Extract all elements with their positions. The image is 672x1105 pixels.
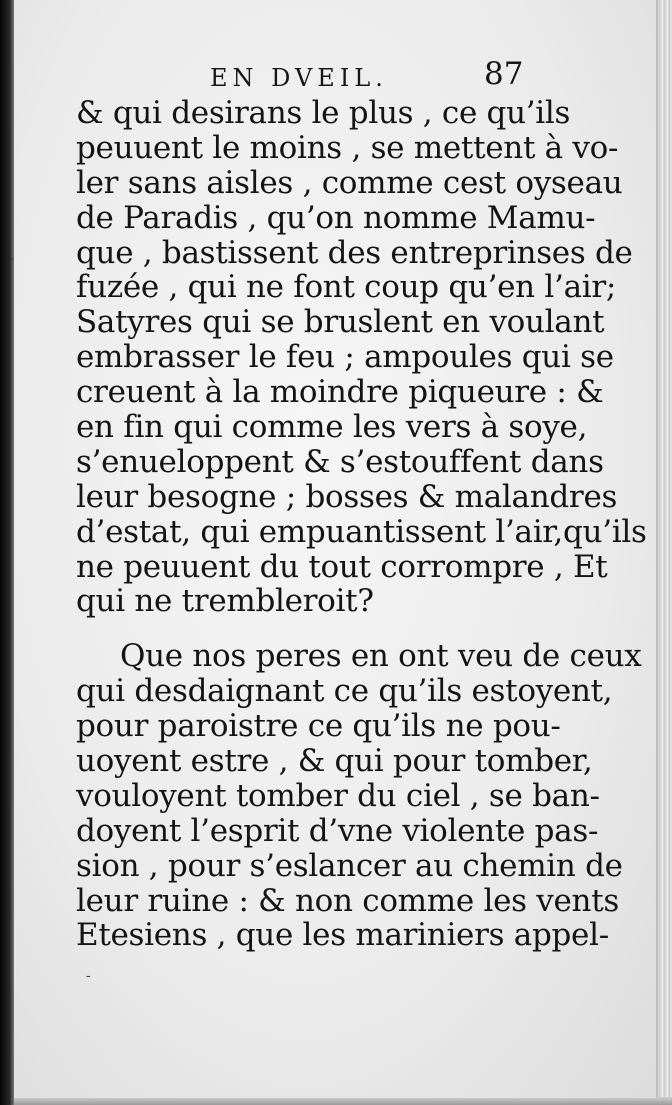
margin-speck: - <box>86 968 91 984</box>
text-line: sion , pour s’eslancer au chemin de <box>76 847 623 884</box>
page-fore-edge <box>656 0 672 1105</box>
text-line: qui desdaignant ce qu’ils estoyent, <box>76 673 613 710</box>
text-line: creuent à la moindre piqueure : & <box>76 374 604 411</box>
text-line: leur ruine : & non comme les vents <box>76 882 619 919</box>
text-line: qui ne trembleroit? <box>76 583 374 620</box>
text-line: doyent l’esprit d’vne violente pas- <box>76 812 599 849</box>
text-line: & qui desirans le plus , ce qu’ils <box>76 95 571 131</box>
text-line: Satyres qui se bruslent en voulant <box>76 304 605 341</box>
text-line: ne peuuent du tout corrompre , Et <box>76 548 608 585</box>
margin-speck: · <box>10 252 15 268</box>
page-bottom-edge <box>14 1097 672 1105</box>
text-line: peuuent le moins , se mettent à vo- <box>76 129 619 166</box>
text-line: Etesiens , que les mariniers appel- <box>76 917 609 954</box>
text-line: leur besogne ; bosses & malandres <box>76 478 618 515</box>
text-line: fuzée , qui ne font coup qu’en l’air; <box>76 269 617 306</box>
text-line: vouloyent tomber du ciel , se ban- <box>76 777 600 814</box>
book-page <box>10 0 658 1098</box>
body-text <box>76 95 647 954</box>
page-header <box>14 52 574 96</box>
text-line: s’enueloppent & s’estouffent dans <box>76 443 604 480</box>
text-line: Que nos peres en ont veu de ceux <box>120 638 642 675</box>
paragraph-1 <box>76 95 647 620</box>
paragraph-2 <box>76 638 642 954</box>
text-line: uoyent estre , & qui pour tomber, <box>76 743 593 780</box>
running-head: EN DVEIL. <box>210 64 388 92</box>
text-line: pour paroistre ce qu’ils ne pou- <box>76 708 561 745</box>
text-line: de Paradis , qu’on nomme Mamu- <box>76 199 596 236</box>
text-line: en fin qui comme les vers à soye, <box>76 409 588 446</box>
text-line: que , bastissent des entreprinses de <box>76 234 633 271</box>
text-line: ler sans aisles , comme cest oyseau <box>76 164 623 201</box>
page-number: 87 <box>484 56 524 92</box>
text-line: d’estat, qui empuantissent l’air,qu’ils <box>76 513 647 550</box>
text-line: embrasser le feu ; ampoules qui se <box>76 339 614 376</box>
